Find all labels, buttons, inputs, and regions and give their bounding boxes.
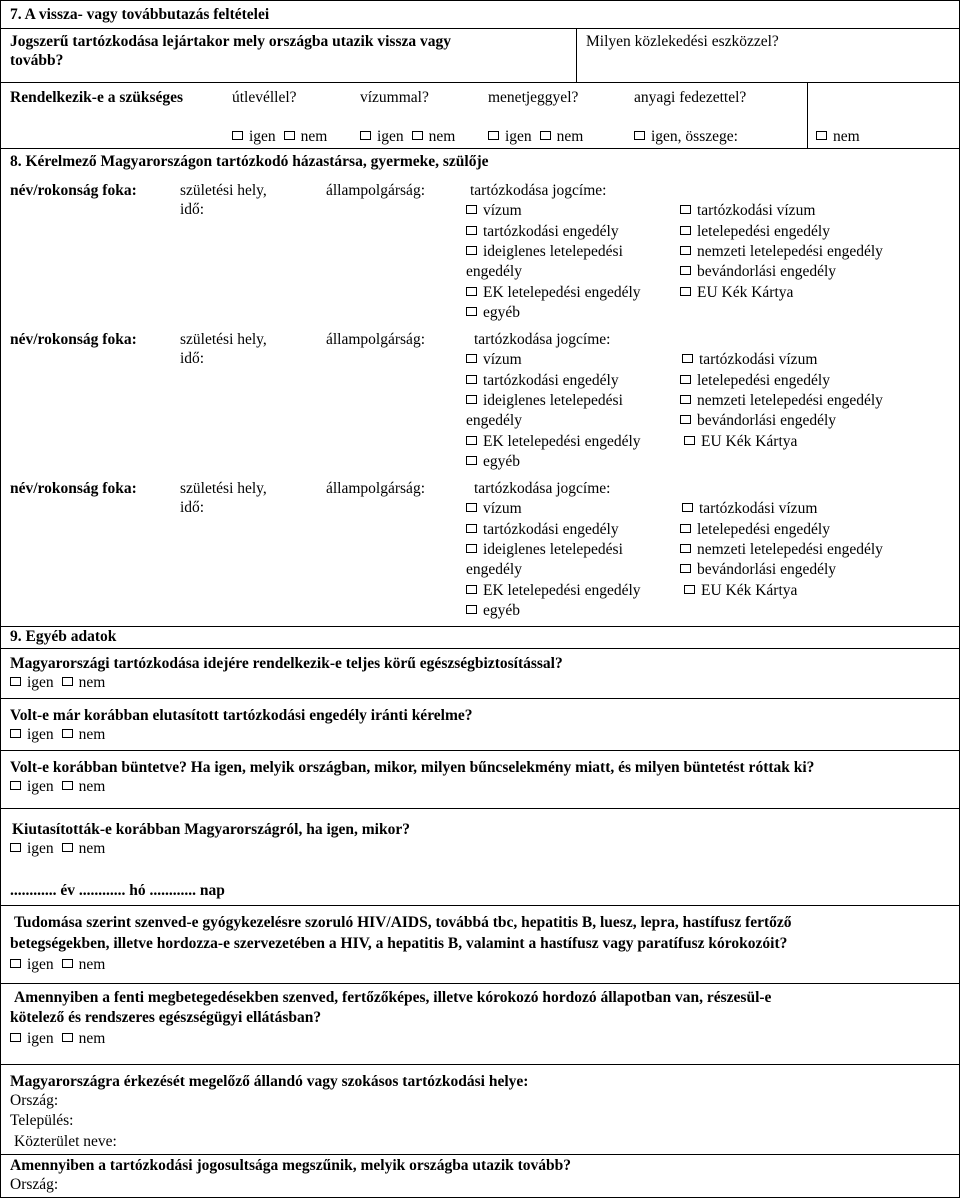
rule bbox=[0, 82, 960, 83]
checkbox[interactable] bbox=[62, 959, 73, 968]
checkbox[interactable] bbox=[488, 131, 499, 140]
checkbox[interactable] bbox=[466, 503, 477, 512]
opt-temp-settlement: ideiglenes letelepedési bbox=[466, 541, 623, 559]
opt-immigration: bevándorlási engedély bbox=[680, 412, 836, 430]
expelled-question: Kiutasították-e korábban Magyarországról, ha igen, mikor? bbox=[12, 821, 410, 838]
opt-immigration: bevándorlási engedély bbox=[680, 561, 836, 579]
care-choice: igen nem bbox=[10, 1030, 105, 1048]
rule bbox=[0, 1154, 960, 1155]
opt-other: egyéb bbox=[466, 304, 520, 322]
funds-choice-no: nem bbox=[816, 128, 860, 146]
opt-residence: tartózkodási engedély bbox=[466, 223, 619, 241]
legal-basis-label: tartózkodása jogcíme: bbox=[474, 331, 611, 348]
checkbox[interactable] bbox=[466, 585, 477, 594]
relation-label: név/rokonság foka: bbox=[10, 182, 137, 199]
visa-label: vízummal? bbox=[360, 89, 429, 106]
checkbox[interactable] bbox=[466, 246, 477, 255]
opt-other: egyéb bbox=[466, 602, 520, 620]
onward-country-field[interactable]: Ország: bbox=[10, 1176, 59, 1193]
refused-question: Volt-e már korábban elutasított tartózkodási engedély iránti kérelme? bbox=[10, 707, 473, 724]
return-country-question: Jogszerű tartózkodása lejártakor mely országba utazik vissza vagy bbox=[10, 33, 451, 50]
visa-choice: igen nem bbox=[360, 128, 455, 146]
rule bbox=[0, 750, 960, 751]
opt-national-settlement: nemzeti letelepedési engedély bbox=[680, 392, 883, 410]
checkbox[interactable] bbox=[62, 781, 73, 790]
settlement-field[interactable]: Település: bbox=[10, 1112, 74, 1129]
street-field[interactable]: Közterület neve: bbox=[14, 1133, 117, 1150]
checkbox[interactable] bbox=[684, 436, 695, 445]
passport-choice: igen nem bbox=[232, 128, 327, 146]
checkbox[interactable] bbox=[466, 307, 477, 316]
checkbox[interactable] bbox=[680, 205, 691, 214]
convicted-question: Volt-e korábban büntetve? Ha igen, melyik országban, mikor, milyen bűncselekmény miatt, és milyen büntetést róttak ki? bbox=[10, 759, 815, 776]
ticket-choice: igen nem bbox=[488, 128, 583, 146]
checkbox[interactable] bbox=[680, 226, 691, 235]
onward-question: Amennyiben a tartózkodási jogosultsága megszűnik, melyik országba utazik tovább? bbox=[10, 1157, 572, 1174]
opt-residence: tartózkodási engedély bbox=[466, 521, 619, 539]
checkbox[interactable] bbox=[412, 131, 423, 140]
checkbox[interactable] bbox=[682, 354, 693, 363]
rule bbox=[0, 983, 960, 984]
passport-label: útlevéllel? bbox=[232, 89, 297, 106]
opt-national-settlement: nemzeti letelepedési engedély bbox=[680, 541, 883, 559]
opt-temp-settlement: ideiglenes letelepedési bbox=[466, 392, 623, 410]
insurance-choice: igen nem bbox=[10, 674, 105, 692]
opt-eu-blue-card: EU Kék Kártya bbox=[684, 582, 797, 600]
checkbox[interactable] bbox=[10, 1033, 21, 1042]
checkbox[interactable] bbox=[684, 585, 695, 594]
citizenship-label: állampolgárság: bbox=[326, 182, 425, 199]
opt-temp-settlement: ideiglenes letelepedési bbox=[466, 243, 623, 261]
care-question: Amennyiben a fenti megbetegedésekben szenved, fertőzőképes, illetve kórokozó hordozó állapotban van, részesül-e bbox=[14, 989, 772, 1006]
checkbox[interactable] bbox=[10, 729, 21, 738]
citizenship-label: állampolgárság: bbox=[326, 480, 425, 497]
rule bbox=[0, 0, 1, 1198]
rule bbox=[807, 82, 808, 148]
return-country-question-cont: tovább? bbox=[10, 52, 64, 69]
ticket-label: menetjeggyel? bbox=[488, 89, 579, 106]
section-9-title: 9. Egyéb adatok bbox=[10, 628, 117, 645]
opt-ek-settlement: EK letelepedési engedély bbox=[466, 582, 641, 600]
country-field[interactable]: Ország: bbox=[10, 1092, 59, 1109]
opt-temp-settlement-cont: engedély bbox=[466, 412, 522, 429]
rule bbox=[0, 648, 960, 649]
section-7-title: 7. A vissza- vagy továbbutazás feltételei bbox=[10, 6, 270, 23]
opt-settlement: letelepedési engedély bbox=[680, 372, 830, 390]
opt-ek-settlement: EK letelepedési engedély bbox=[466, 284, 641, 302]
checkbox[interactable] bbox=[232, 131, 243, 140]
checkbox[interactable] bbox=[680, 375, 691, 384]
disease-choice: igen nem bbox=[10, 956, 105, 974]
checkbox[interactable] bbox=[466, 605, 477, 614]
checkbox[interactable] bbox=[680, 564, 691, 573]
opt-immigration: bevándorlási engedély bbox=[680, 263, 836, 281]
checkbox[interactable] bbox=[680, 287, 691, 296]
insurance-question: Magyarországi tartózkodása idejére rendelkezik-e teljes körű egészségbiztosítással? bbox=[10, 655, 563, 672]
checkbox[interactable] bbox=[62, 729, 73, 738]
transport-question: Milyen közlekedési eszközzel? bbox=[586, 33, 779, 50]
opt-residence-visa: tartózkodási vízum bbox=[680, 202, 815, 220]
opt-residence-visa: tartózkodási vízum bbox=[682, 500, 817, 518]
convicted-choice: igen nem bbox=[10, 778, 105, 796]
opt-visa: vízum bbox=[466, 500, 522, 518]
checkbox[interactable] bbox=[466, 436, 477, 445]
relation-label: név/rokonság foka: bbox=[10, 331, 137, 348]
legal-basis-label: tartózkodása jogcíme: bbox=[470, 182, 607, 199]
funds-label: anyagi fedezettel? bbox=[634, 89, 747, 106]
checkbox[interactable] bbox=[10, 843, 21, 852]
prior-residence-question: Magyarországra érkezését megelőző állandó vagy szokásos tartózkodási helye: bbox=[10, 1073, 529, 1090]
opt-residence: tartózkodási engedély bbox=[466, 372, 619, 390]
checkbox[interactable] bbox=[466, 226, 477, 235]
checkbox[interactable] bbox=[680, 246, 691, 255]
checkbox[interactable] bbox=[62, 843, 73, 852]
checkbox[interactable] bbox=[540, 131, 551, 140]
disease-question-cont: betegségekben, illetve hordozza-e szervezetében a HIV, a hepatitis B, valamint a hastífusz vagy paratífusz kórokozóit? bbox=[10, 935, 788, 952]
checkbox[interactable] bbox=[680, 266, 691, 275]
rule bbox=[0, 626, 960, 627]
requirements-question: Rendelkezik-e a szükséges bbox=[10, 89, 184, 106]
rule bbox=[0, 905, 960, 906]
opt-national-settlement: nemzeti letelepedési engedély bbox=[680, 243, 883, 261]
opt-eu-blue-card: EU Kék Kártya bbox=[680, 284, 793, 302]
rule bbox=[0, 808, 960, 809]
checkbox[interactable] bbox=[466, 544, 477, 553]
opt-other: egyéb bbox=[466, 453, 520, 471]
funds-choice-yes: igen, összege: bbox=[634, 128, 738, 146]
checkbox[interactable] bbox=[466, 375, 477, 384]
checkbox[interactable] bbox=[466, 354, 477, 363]
legal-basis-label: tartózkodása jogcíme: bbox=[474, 480, 611, 497]
checkbox[interactable] bbox=[10, 677, 21, 686]
checkbox[interactable] bbox=[284, 131, 295, 140]
rule bbox=[0, 698, 960, 699]
checkbox[interactable] bbox=[62, 677, 73, 686]
checkbox[interactable] bbox=[10, 781, 21, 790]
checkbox[interactable] bbox=[682, 503, 693, 512]
expulsion-date-field[interactable]: ............ év ............ hó ............ nap bbox=[10, 882, 225, 899]
checkbox[interactable] bbox=[466, 524, 477, 533]
birth-label-cont: idő: bbox=[180, 499, 205, 516]
care-question-cont: kötelező és rendszeres egészségügyi ellátásban? bbox=[10, 1009, 322, 1026]
opt-temp-settlement-cont: engedély bbox=[466, 263, 522, 280]
checkbox[interactable] bbox=[10, 959, 21, 968]
opt-residence-visa: tartózkodási vízum bbox=[682, 351, 817, 369]
rule bbox=[0, 28, 960, 29]
section-8-title: 8. Kérelmező Magyarországon tartózkodó házastársa, gyermeke, szülője bbox=[10, 153, 489, 170]
checkbox[interactable] bbox=[62, 1033, 73, 1042]
checkbox[interactable] bbox=[360, 131, 371, 140]
opt-visa: vízum bbox=[466, 202, 522, 220]
checkbox[interactable] bbox=[466, 395, 477, 404]
birth-label-cont: idő: bbox=[180, 350, 205, 367]
checkbox[interactable] bbox=[816, 131, 827, 140]
checkbox[interactable] bbox=[634, 131, 645, 140]
birth-label: születési hely, bbox=[180, 480, 267, 497]
checkbox[interactable] bbox=[680, 415, 691, 424]
opt-settlement: letelepedési engedély bbox=[680, 521, 830, 539]
opt-visa: vízum bbox=[466, 351, 522, 369]
rule bbox=[0, 1064, 960, 1065]
opt-settlement: letelepedési engedély bbox=[680, 223, 830, 241]
rule bbox=[0, 0, 960, 1]
opt-ek-settlement: EK letelepedési engedély bbox=[466, 433, 641, 451]
citizenship-label: állampolgárság: bbox=[326, 331, 425, 348]
expelled-choice: igen nem bbox=[10, 840, 105, 858]
relation-label: név/rokonság foka: bbox=[10, 480, 137, 497]
checkbox[interactable] bbox=[466, 205, 477, 214]
birth-label: születési hely, bbox=[180, 182, 267, 199]
disease-question: Tudomása szerint szenved-e gyógykezelésre szoruló HIV/AIDS, továbbá tbc, hepatitis B, luesz, lepra, hastífusz fertőző bbox=[14, 914, 792, 931]
opt-eu-blue-card: EU Kék Kártya bbox=[684, 433, 797, 451]
rule bbox=[0, 148, 960, 149]
checkbox[interactable] bbox=[466, 456, 477, 465]
rule bbox=[576, 28, 577, 82]
checkbox[interactable] bbox=[680, 524, 691, 533]
birth-label-cont: idő: bbox=[180, 201, 205, 218]
birth-label: születési hely, bbox=[180, 331, 267, 348]
checkbox[interactable] bbox=[466, 287, 477, 296]
checkbox[interactable] bbox=[680, 544, 691, 553]
opt-temp-settlement-cont: engedély bbox=[466, 561, 522, 578]
checkbox[interactable] bbox=[680, 395, 691, 404]
refused-choice: igen nem bbox=[10, 726, 105, 744]
